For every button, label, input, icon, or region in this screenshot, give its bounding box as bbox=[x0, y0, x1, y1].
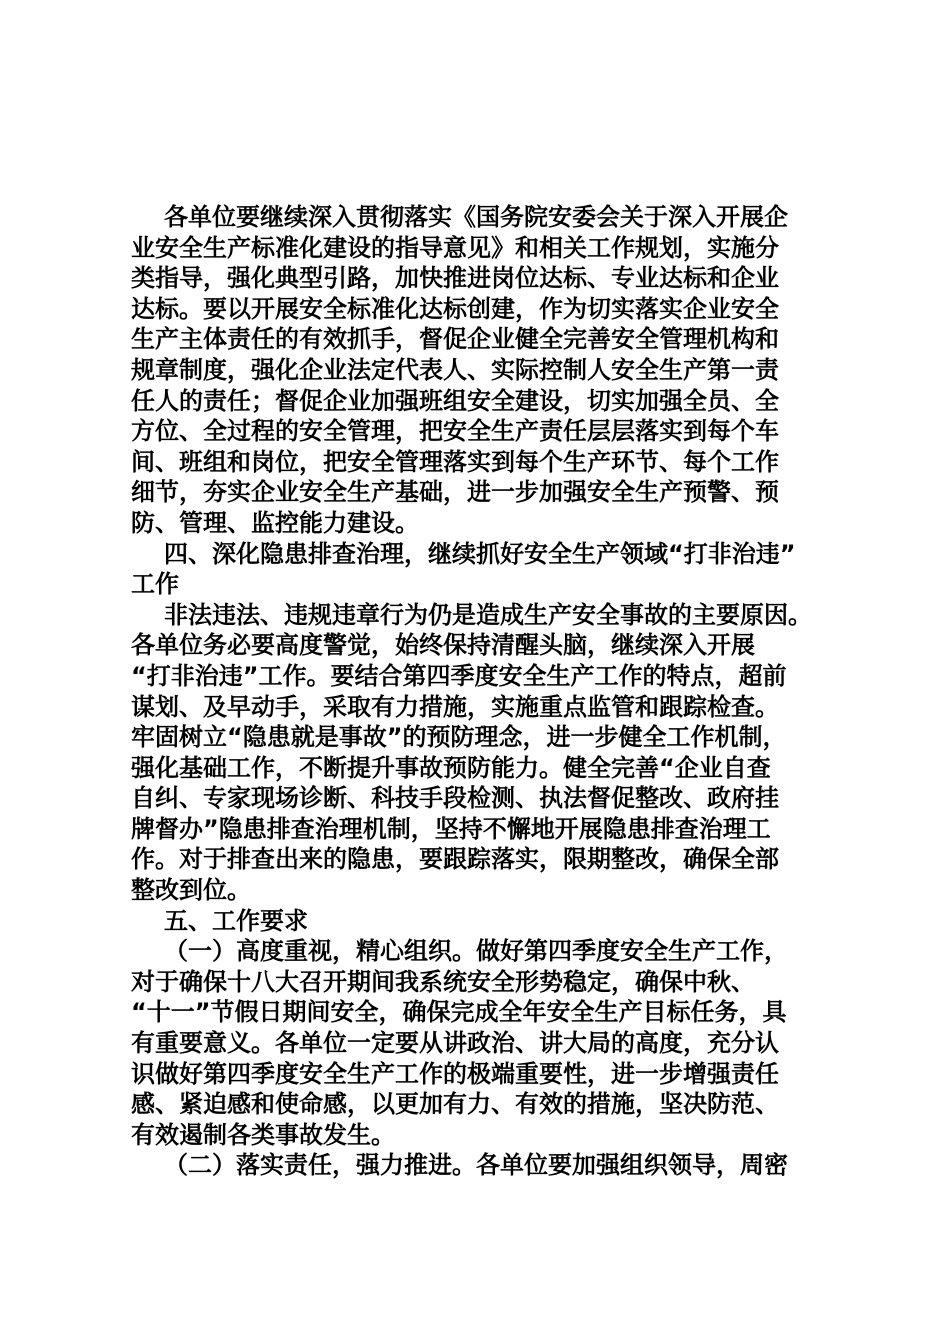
paragraph-line: 牌督办”隐患排查治理机制，坚持不懈地开展隐患排查治理工 bbox=[131, 814, 771, 843]
paragraph-line: （一）高度重视，精心组织。做好第四季度安全生产工作， bbox=[164, 937, 788, 966]
body-text bbox=[131, 202, 831, 1181]
paragraph-line: “十一”节假日期间安全，确保完成全年安全生产目标任务，具 bbox=[131, 998, 787, 1027]
paragraph-line: 谋划、及早动手，采取有力措施，实施重点监管和跟踪检查。 bbox=[131, 692, 779, 721]
paragraph-line: 识做好第四季度安全生产工作的极端重要性，进一步增强责任 bbox=[131, 1059, 779, 1088]
paragraph-line: 有重要意义。各单位一定要从讲政治、讲大局的高度，充分认 bbox=[131, 1029, 779, 1058]
paragraph-line: 各单位要继续深入贯彻落实《国务院安委会关于深入开展企 bbox=[164, 203, 788, 231]
paragraph-line: 非法违法、违规违章行为仍是造成生产安全事故的主要原因。 bbox=[164, 600, 812, 629]
paragraph-line: 作。对于排查出来的隐患，要跟踪落实，限期整改，确保全部 bbox=[131, 845, 779, 874]
paragraph-line: 业安全生产标准化建设的指导意见》和相关工作规划，实施分 bbox=[131, 233, 779, 262]
section-heading: 工作 bbox=[131, 570, 179, 599]
paragraph-line: 规章制度，强化企业法定代表人、实际控制人安全生产第一责 bbox=[131, 355, 779, 384]
section-heading: 五、工作要求 bbox=[164, 906, 308, 935]
paragraph-line: 防、管理、监控能力建设。 bbox=[131, 508, 419, 537]
section-heading: 四、深化隐患排查治理，继续抓好安全生产领域“打非治违” bbox=[164, 539, 796, 568]
paragraph-line: 各单位务必要高度警觉，始终保持清醒头脑，继续深入开展 bbox=[131, 631, 755, 660]
paragraph-line: 自纠、专家现场诊断、科技手段检测、执法督促整改、政府挂 bbox=[131, 784, 779, 813]
paragraph-line: （二）落实责任，强力推进。各单位要加强组织领导，周密 bbox=[164, 1151, 788, 1180]
paragraph-line: 有效遏制各类事故发生。 bbox=[131, 1120, 395, 1149]
paragraph-line: 任人的责任；督促企业加强班组安全建设，切实加强全员、全 bbox=[131, 386, 779, 415]
paragraph-line: 牢固树立“隐患就是事故”的预防理念，进一步健全工作机制， bbox=[131, 723, 787, 752]
paragraph-line: 细节，夯实企业安全生产基础，进一步加强安全生产预警、预 bbox=[131, 478, 779, 507]
paragraph-line: 整改到位。 bbox=[131, 876, 251, 905]
paragraph-line: 达标。要以开展安全标准化达标创建，作为切实落实企业安全 bbox=[131, 294, 779, 323]
paragraph-line: 对于确保十八大召开期间我系统安全形势稳定，确保中秋、 bbox=[131, 967, 755, 996]
paragraph-line: 生产主体责任的有效抓手，督促企业健全完善安全管理机构和 bbox=[131, 325, 779, 354]
paragraph-line: 感、紧迫感和使命感，以更加有力、有效的措施，坚决防范、 bbox=[131, 1090, 779, 1119]
paragraph-line: 强化基础工作，不断提升事故预防能力。健全完善“企业自查 bbox=[131, 753, 771, 782]
paragraph-line: “打非治违”工作。要结合第四季度安全生产工作的特点，超前 bbox=[131, 661, 787, 690]
paragraph-line: 类指导，强化典型引路，加快推进岗位达标、专业达标和企业 bbox=[131, 264, 779, 293]
paragraph-line: 间、班组和岗位，把安全管理落实到每个生产环节、每个工作 bbox=[131, 447, 779, 476]
paragraph-line: 方位、全过程的安全管理，把安全生产责任层层落实到每个车 bbox=[131, 417, 779, 446]
